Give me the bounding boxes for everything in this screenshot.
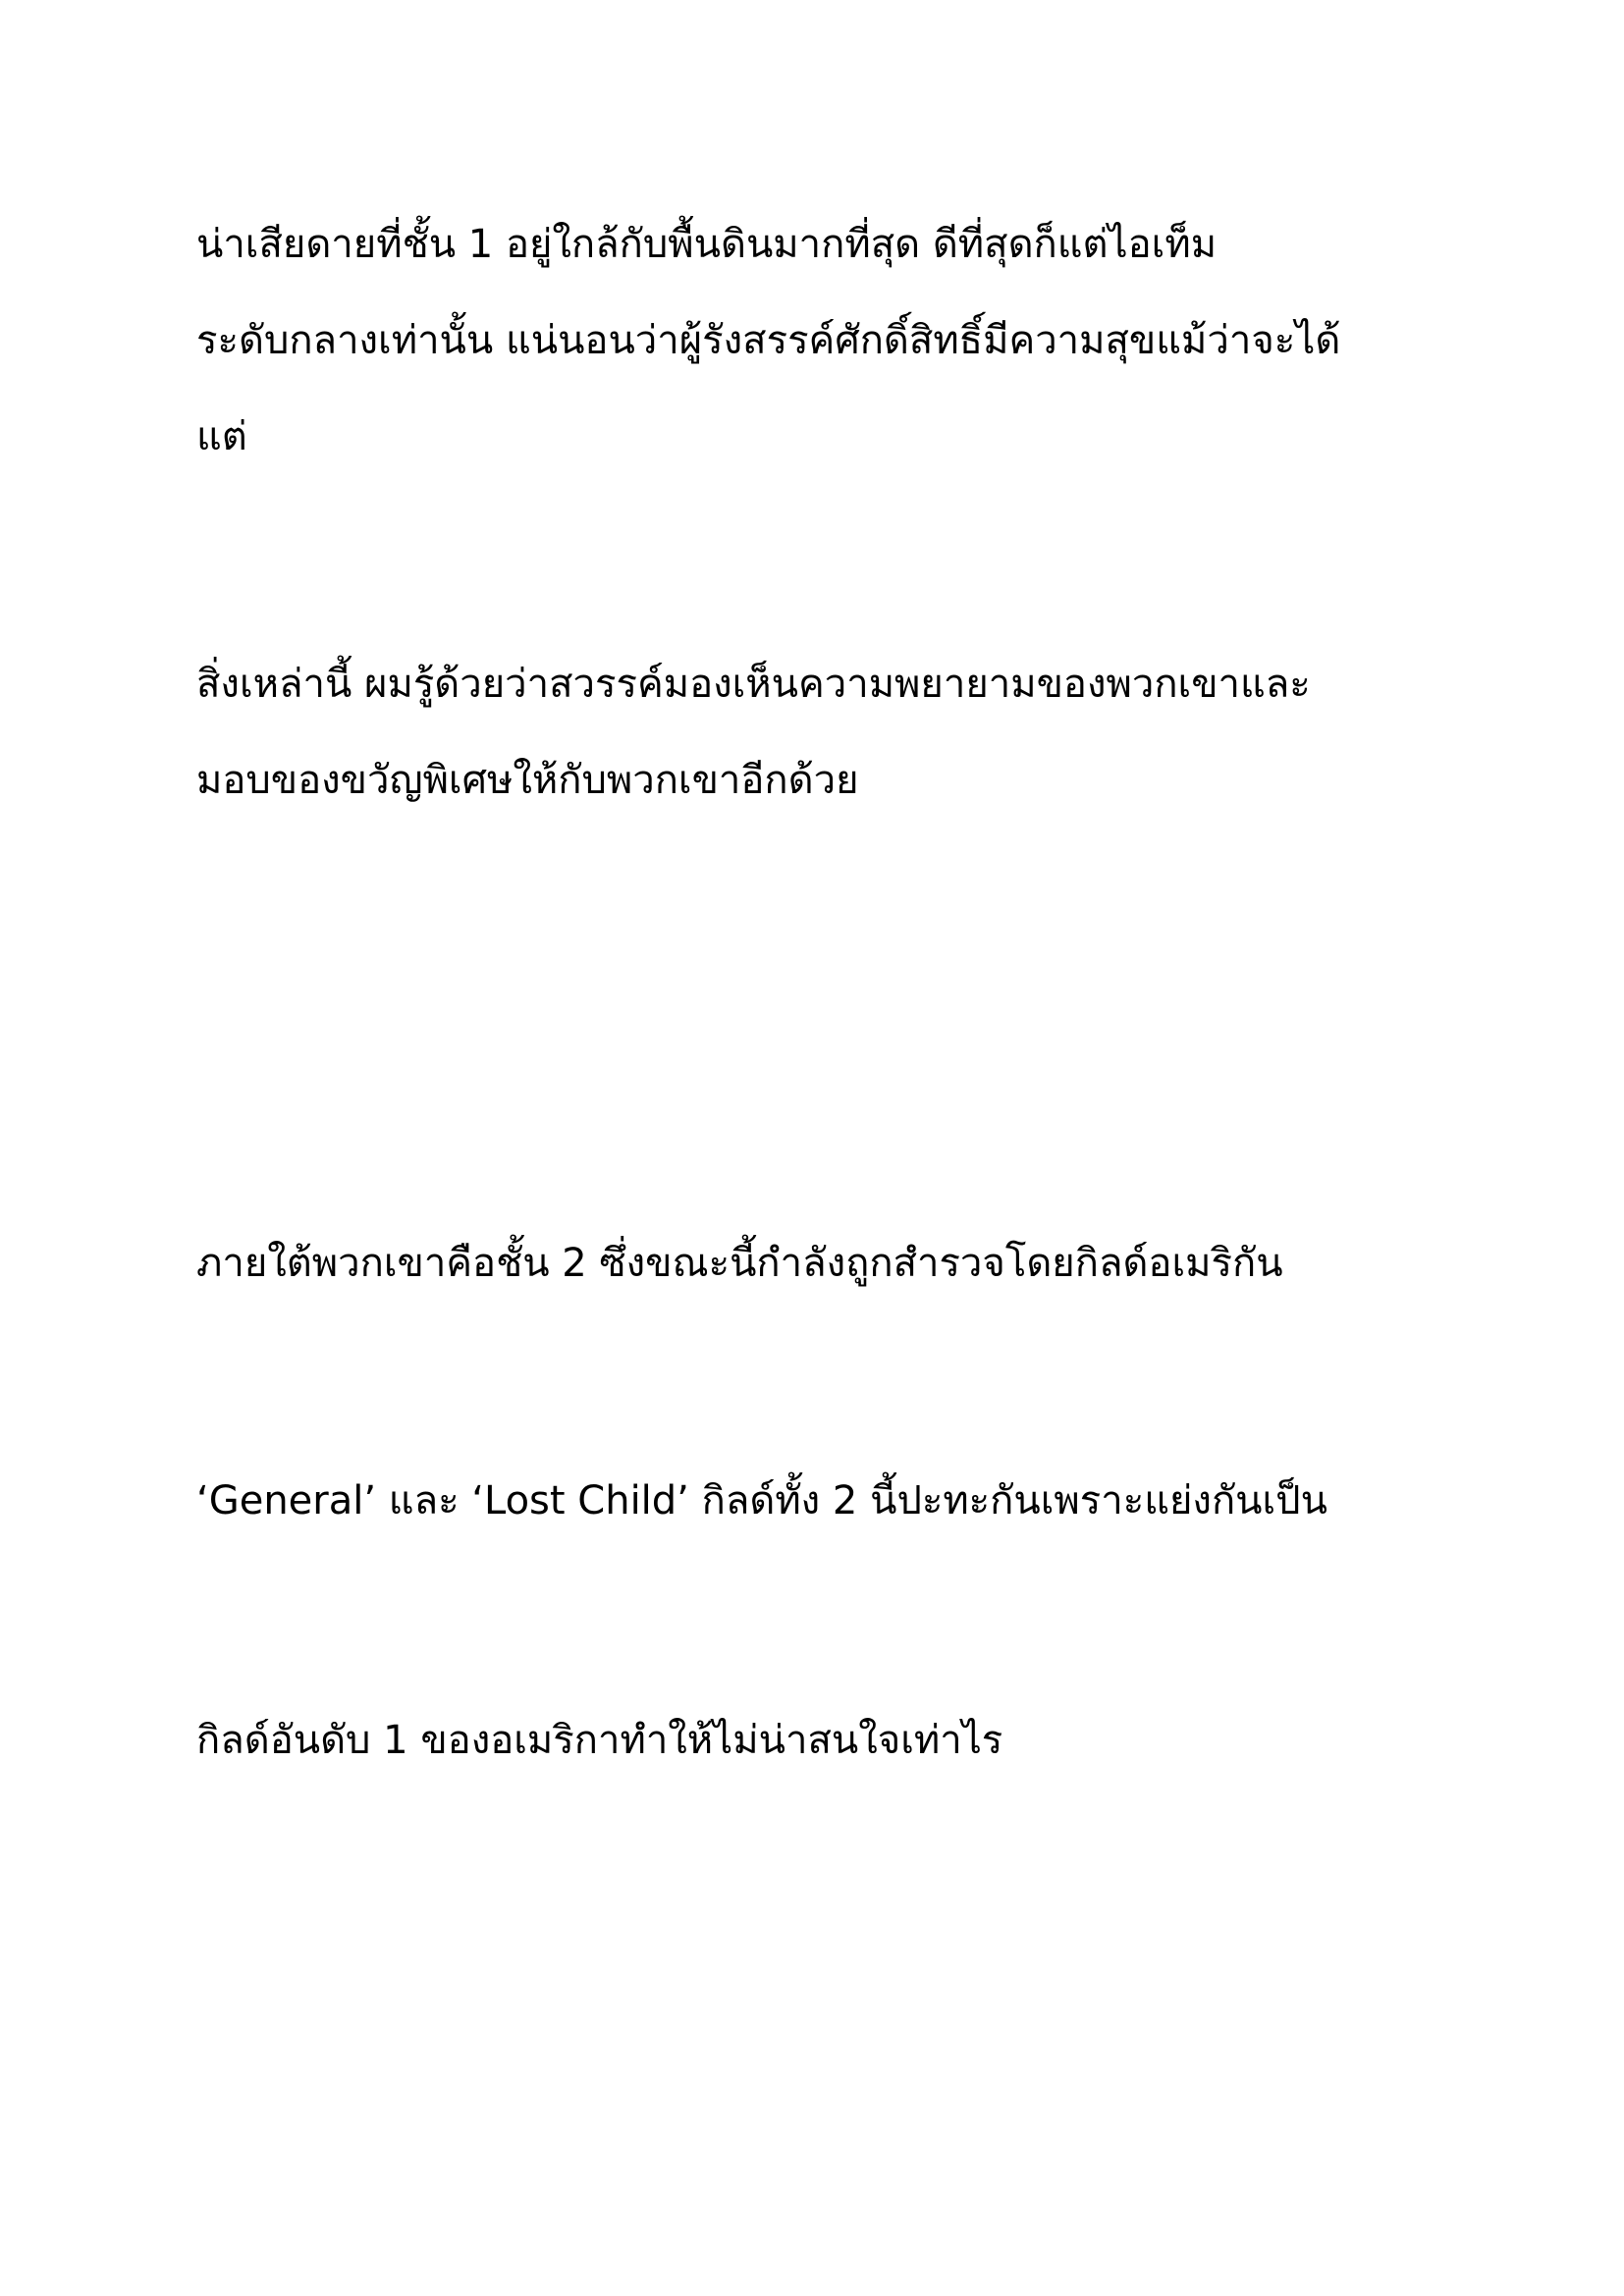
paragraph-2 [196, 636, 1434, 828]
paragraph-line: ภายใต้พวกเขาคือชั้น 2 ซึ่งขณะนี้กำลังถูกสำรวจโดยกิลด์อเมริกัน [196, 1241, 1283, 1286]
paragraph-line: กิลด์อันดับ 1 ของอเมริกาทำให้ไม่น่าสนใจเท่าไร [196, 1718, 1003, 1763]
paragraph-line: น่าเสียดายที่ชั้น 1 อยู่ใกล้กับพื้นดินมากที่สุด ดีที่สุดก็แต่ไอเท็ม [196, 222, 1218, 267]
paragraph-4 [196, 1453, 1434, 1549]
paragraph-3 [196, 1215, 1434, 1311]
paragraph-line: ระดับกลางเท่านั้น แน่นอนว่าผู้รังสรรค์ศักดิ์สิทธิ์มีความสุขแม้ว่าจะได้ [196, 318, 1341, 363]
paragraph-line: แต่ [196, 414, 247, 459]
paragraph-line: มอบของขวัญพิเศษให้กับพวกเขาอีกด้วย [196, 758, 859, 803]
paragraph-line: ‘General’ และ ‘Lost Child’ กิลด์ทั้ง 2 นี้ปะทะกันเพราะแย่งกันเป็น [196, 1478, 1327, 1523]
paragraph-line: สิ่งเหล่านี้ ผมรู้ด้วยว่าสวรรค์มองเห็นความพยายามของพวกเขาและ [196, 662, 1311, 707]
paragraph-1 [196, 196, 1434, 485]
paragraph-5 [196, 1692, 1434, 1789]
